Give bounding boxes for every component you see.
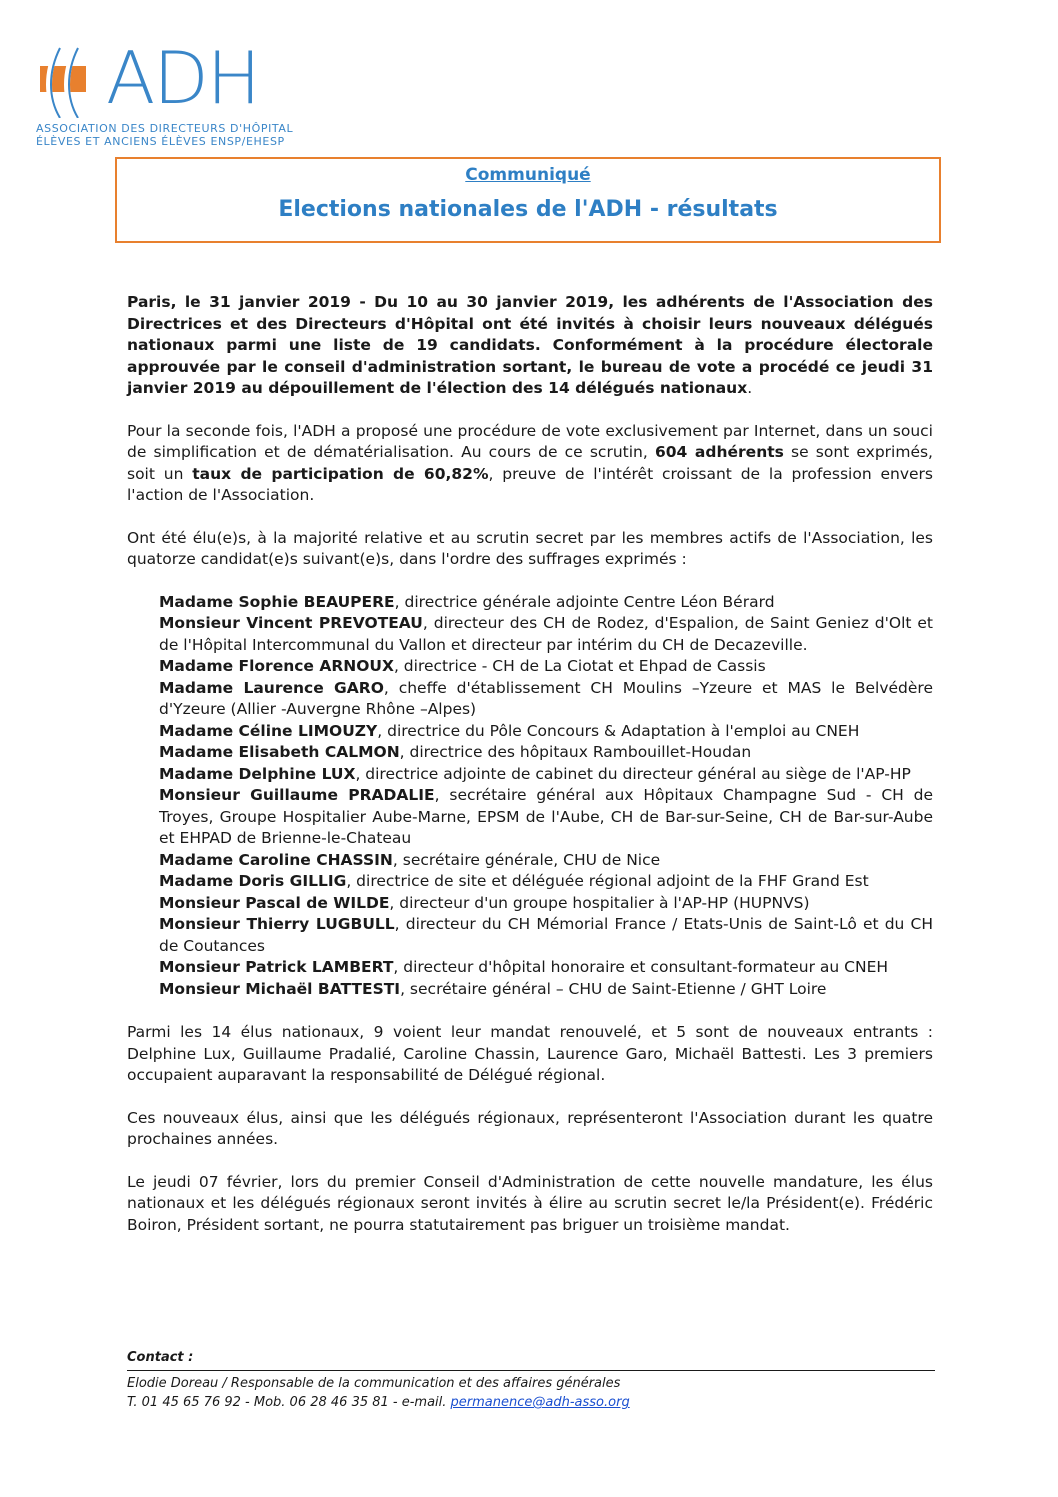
elected-name: Monsieur Pascal de WILDE	[159, 893, 390, 912]
elected-desc: , secrétaire général aux Hôpitaux Champagne Sud - CH de Troyes, Groupe Hospitalier Aube-Marne, EPSM de l'Aube, CH de Bar-sur-Seine, CH de Bar-sur-Aube et EHPAD de Brienne-le-Chateau	[159, 786, 933, 847]
list-item	[159, 914, 933, 957]
intro-end: .	[747, 379, 753, 397]
intro-lead: Paris, le 31 janvier 2019 - Du 10 au 30 janvier 2019, les adhérents de l'Association des Directrices et des Directeurs d'Hôpital ont été invités à choisir leurs nouveaux délégués nationaux parmi une liste de 19 candidats. Conformément à la procédure électorale approuvée par le conseil d'administration sortant, le bureau de vote a procédé ce jeudi 31 janvier 2019 au dépouillement de l'élection des 14 délégués nationaux	[127, 293, 933, 397]
participation-paragraph	[127, 421, 933, 507]
contact-person: Elodie Doreau / Responsable de la communication et des affaires générales	[127, 1376, 621, 1391]
contact-label: Contact :	[127, 1350, 194, 1365]
elected-name: Madame Elisabeth CALMON	[159, 743, 400, 761]
elected-desc: , directrice de site et déléguée régional adjoint de la FHF Grand Est	[346, 872, 869, 890]
next-steps-paragraph: Le jeudi 07 février, lors du premier Conseil d'Administration de cette nouvelle mandature, les élus nationaux et les délégués régionaux seront invités à élire au scrutin secret le/la Président(e). Frédéric Boiron, Président sortant, ne pourra statutairement pas briguer un troisième mandat.	[127, 1172, 933, 1234]
elected-desc: , cheffe d'établissement CH Moulins –Yzeure et MAS le Belvédère d'Yzeure (Allier -Auvergne Rhône –Alpes)	[159, 678, 933, 718]
logo-wordmark: ADH	[106, 36, 259, 120]
contact-block	[127, 1350, 935, 1412]
elected-name: Monsieur Vincent PREVOTEAU	[159, 614, 423, 632]
list-item	[159, 764, 933, 786]
title-box	[115, 157, 941, 243]
elected-list	[159, 592, 933, 1001]
list-item	[159, 678, 933, 721]
contact-phone-text: T. 01 45 65 76 92 - Mob. 06 28 46 35 81 - e-mail.	[127, 1395, 451, 1410]
elected-desc: , directrice du Pôle Concours & Adaptation à l'emploi au CNEH	[377, 721, 860, 740]
list-item	[159, 850, 933, 872]
participation-count: 604 adhérents	[654, 443, 784, 461]
list-item	[159, 613, 933, 656]
elected-desc: , secrétaire générale, CHU de Nice	[392, 850, 661, 869]
list-item	[159, 742, 933, 764]
elected-intro: Ont été élu(e)s, à la majorité relative et au scrutin secret par les membres actifs de l'Association, les quatorze candidat(e)s suivant(e)s, dans l'ordre des suffrages exprimés :	[127, 528, 933, 568]
elected-desc: , directrice générale adjointe Centre Léon Bérard	[394, 592, 775, 611]
participation-text-2: se sont exprimés, soit un	[127, 443, 933, 483]
intro-paragraph	[127, 292, 933, 400]
participation-text-3: , preuve de l'intérêt croissant de la profession envers l'action de l'Association.	[127, 464, 933, 504]
elected-name: Monsieur Guillaume PRADALIE	[159, 786, 435, 804]
elected-name: Monsieur Thierry LUGBULL	[159, 915, 395, 933]
renewal-paragraph: Parmi les 14 élus nationaux, 9 voient leur mandat renouvelé, et 5 sont de nouveaux entrants : Delphine Lux, Guillaume Pradalié, Caroline Chassin, Laurence Garo, Michaël Battesti. Les 3 premiers occupaient auparavant la responsabilité de Délégué régional.	[127, 1023, 933, 1084]
elected-desc: , directeur d'hôpital honoraire et consultant-formateur au CNEH	[393, 958, 889, 976]
page-title: Elections nationales de l'ADH - résultats	[278, 197, 778, 222]
adh-logo	[36, 36, 336, 146]
contact-divider	[127, 1370, 935, 1371]
list-item	[159, 871, 933, 893]
elected-desc: , secrétaire général – CHU de Saint-Etienne / GHT Loire	[400, 979, 827, 998]
participation-text-1: Pour la seconde fois, l'ADH a proposé une procédure de vote exclusivement par Internet, dans un souci de simplification et de dématérialisation. Au cours de ce scrutin,	[127, 421, 933, 461]
elected-desc: , directrice - CH de La Ciotat et Ehpad de Cassis	[393, 657, 766, 675]
logo-subtitle-2: ÉLÈVES ET ANCIENS ÉLÈVES ENSP/EHESP	[36, 135, 285, 148]
elected-name: Madame Caroline CHASSIN	[159, 850, 393, 869]
list-item	[159, 893, 933, 915]
list-item	[159, 785, 933, 850]
list-item	[159, 656, 933, 678]
elected-desc: , directrice adjointe de cabinet du directeur général au siège de l'AP-HP	[355, 764, 911, 783]
contact-phones	[127, 1393, 935, 1412]
logo-subtitle-1: ASSOCIATION DES DIRECTEURS D'HÔPITAL	[36, 122, 294, 135]
list-item	[159, 592, 933, 614]
list-item	[159, 957, 933, 979]
elected-name: Madame Doris GILLIG	[159, 872, 347, 890]
elected-desc: , directeur des CH de Rodez, d'Espalion, de Saint Geniez d'Olt et de l'Hôpital Intercommunal du Vallon et directeur par intérim du CH de Decazeville.	[159, 614, 933, 654]
communique-kicker: Communiqué	[465, 165, 591, 185]
elected-name: Monsieur Michaël BATTESTI	[159, 979, 401, 998]
elected-desc: , directeur du CH Mémorial France / Etats-Unis de Saint-Lô et du CH de Coutances	[159, 915, 933, 955]
term-paragraph: Ces nouveaux élus, ainsi que les délégués régionaux, représenteront l'Association durant les quatre prochaines années.	[127, 1108, 933, 1148]
elected-name: Madame Sophie BEAUPERE	[159, 592, 395, 611]
list-item	[159, 721, 933, 743]
elected-name: Madame Florence ARNOUX	[159, 657, 394, 675]
elected-name: Madame Laurence GARO	[159, 678, 384, 697]
logo-mark-icon	[36, 46, 106, 118]
document-body	[127, 292, 933, 1257]
list-item	[159, 979, 933, 1001]
participation-rate: taux de participation de 60,82%	[192, 464, 489, 483]
elected-name: Madame Delphine LUX	[159, 764, 356, 783]
elected-desc: , directeur d'un groupe hospitalier à l'AP-HP (HUPNVS)	[389, 893, 810, 912]
elected-name: Madame Céline LIMOUZY	[159, 721, 378, 740]
contact-email-link[interactable]: permanence@adh-asso.org	[450, 1395, 630, 1410]
elected-name: Monsieur Patrick LAMBERT	[159, 958, 394, 976]
elected-desc: , directrice des hôpitaux Rambouillet-Houdan	[399, 743, 752, 761]
